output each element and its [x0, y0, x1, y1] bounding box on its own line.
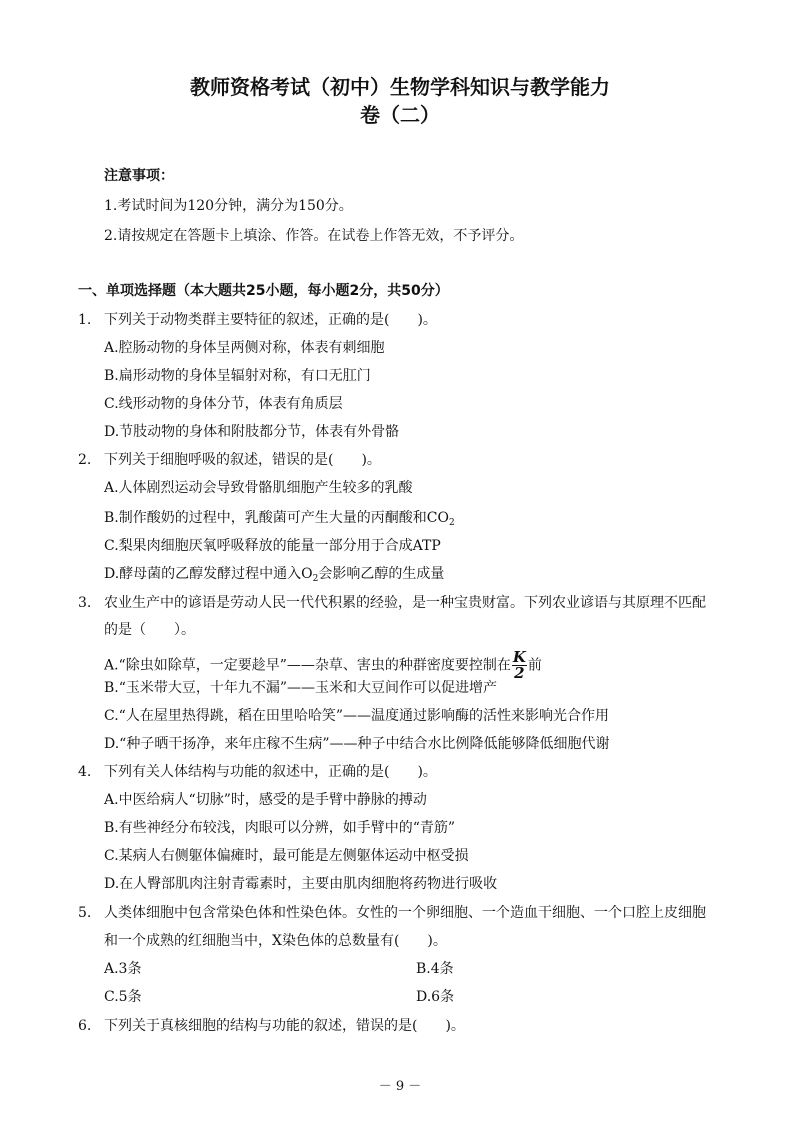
fraction-k-over-2	[512, 650, 527, 681]
option-b-text: B.制作酸奶的过程中，乳酸菌可产生大量的丙酮酸和CO	[104, 510, 449, 526]
option-a: A.人体剧烈运动会导致骨骼肌细胞产生较多的乳酸	[104, 480, 413, 496]
subscript: 2	[448, 518, 455, 528]
question-number: 5.	[78, 905, 92, 921]
notice-item-2: 2.请按规定在答题卡上填涂、作答。在试卷上作答无效，不予评分。	[104, 228, 524, 244]
fraction-numerator: K	[512, 648, 526, 666]
option-a: A.3条	[104, 961, 142, 977]
question-stem: 下列有关人体结构与功能的叙述中，正确的是( )。	[104, 764, 437, 780]
option-d-text: D.酵母菌的乙醇发酵过程中通入O	[104, 566, 313, 582]
question-stem-line2: 和一个成熟的红细胞当中，X染色体的总数量有( )。	[104, 933, 447, 949]
section-heading: 一、单项选择题（本大题共25小题，每小题2分，共50分）	[78, 283, 449, 299]
option-d: D.6条	[416, 989, 455, 1005]
option-c: C.梨果肉细胞厌氧呼吸释放的能量一部分用于合成ATP	[104, 538, 441, 554]
option-b: B.4条	[416, 961, 454, 977]
option-d-text-end: 会影响乙醇的生成量	[318, 566, 445, 582]
option-a	[104, 650, 542, 681]
option-d	[104, 564, 444, 584]
option-b: B.有些神经分布较浅，肉眼可以分辨，如手臂中的“青筋”	[104, 820, 456, 836]
option-b: B.“玉米带大豆，十年九不漏”——玉米和大豆间作可以促进增产	[104, 680, 498, 696]
question-number: 3.	[78, 595, 92, 611]
question-number: 4.	[78, 764, 92, 780]
option-a: A.中医给病人“切脉”时，感受的是手臂中静脉的搏动	[104, 792, 427, 808]
question-stem: 下列关于动物类群主要特征的叙述，正确的是( )。	[104, 312, 437, 328]
option-d: D.在人臀部肌肉注射青霉素时，主要由肌肉细胞将药物进行吸收	[104, 876, 498, 892]
fraction-denominator: 2	[514, 664, 525, 682]
option-a: A.腔肠动物的身体呈两侧对称，体表有刺细胞	[104, 340, 385, 356]
subscript: 2	[312, 574, 319, 584]
question-stem-line2: 的是（ ）。	[104, 622, 195, 638]
question-stem-line1: 农业生产中的谚语是劳动人民一代代积累的经验，是一种宝贵财富。下列农业谚语与其原理不匹配	[104, 595, 706, 611]
exam-title-line2: 卷（二）	[360, 103, 440, 127]
exam-title-line1: 教师资格考试（初中）生物学科知识与教学能力	[190, 75, 610, 99]
option-c: C.某病人右侧躯体偏瘫时，最可能是左侧躯体运动中枢受损	[104, 848, 469, 864]
option-a-text-end: 前	[527, 657, 542, 674]
option-c: C.“人在屋里热得跳，稻在田里哈哈笑”——温度通过影响酶的活性来影响光合作用	[104, 708, 609, 724]
notice-item-1: 1.考试时间为120分钟，满分为150分。	[104, 198, 353, 214]
option-b	[104, 508, 455, 528]
option-c: C.5条	[104, 989, 142, 1005]
option-d: D.节肢动物的身体和附肢都分节，体表有外骨骼	[104, 424, 400, 440]
question-number: 6.	[78, 1018, 92, 1034]
option-a-text: A.“除虫如除草，一定要趁早”——杂草、害虫的种群密度要控制在	[104, 657, 511, 674]
question-stem: 下列关于真核细胞的结构与功能的叙述，错误的是( )。	[104, 1018, 465, 1034]
page-number: － 9 －	[378, 1079, 422, 1094]
option-b: B.扁形动物的身体呈辐射对称，有口无肛门	[104, 368, 371, 384]
option-d: D.“种子晒干扬净，来年庄稼不生病”——种子中结合水比例降低能够降低细胞代谢	[104, 736, 610, 752]
question-number: 2.	[78, 452, 92, 468]
option-c: C.线形动物的身体分节，体表有角质层	[104, 396, 343, 412]
question-number: 1.	[78, 312, 92, 328]
question-stem-line1: 人类体细胞中包含常染色体和性染色体。女性的一个卵细胞、一个造血干细胞、一个口腔上皮细胞	[104, 905, 706, 921]
question-stem: 下列关于细胞呼吸的叙述，错误的是( )。	[104, 452, 381, 468]
notice-heading: 注意事项：	[104, 168, 174, 184]
